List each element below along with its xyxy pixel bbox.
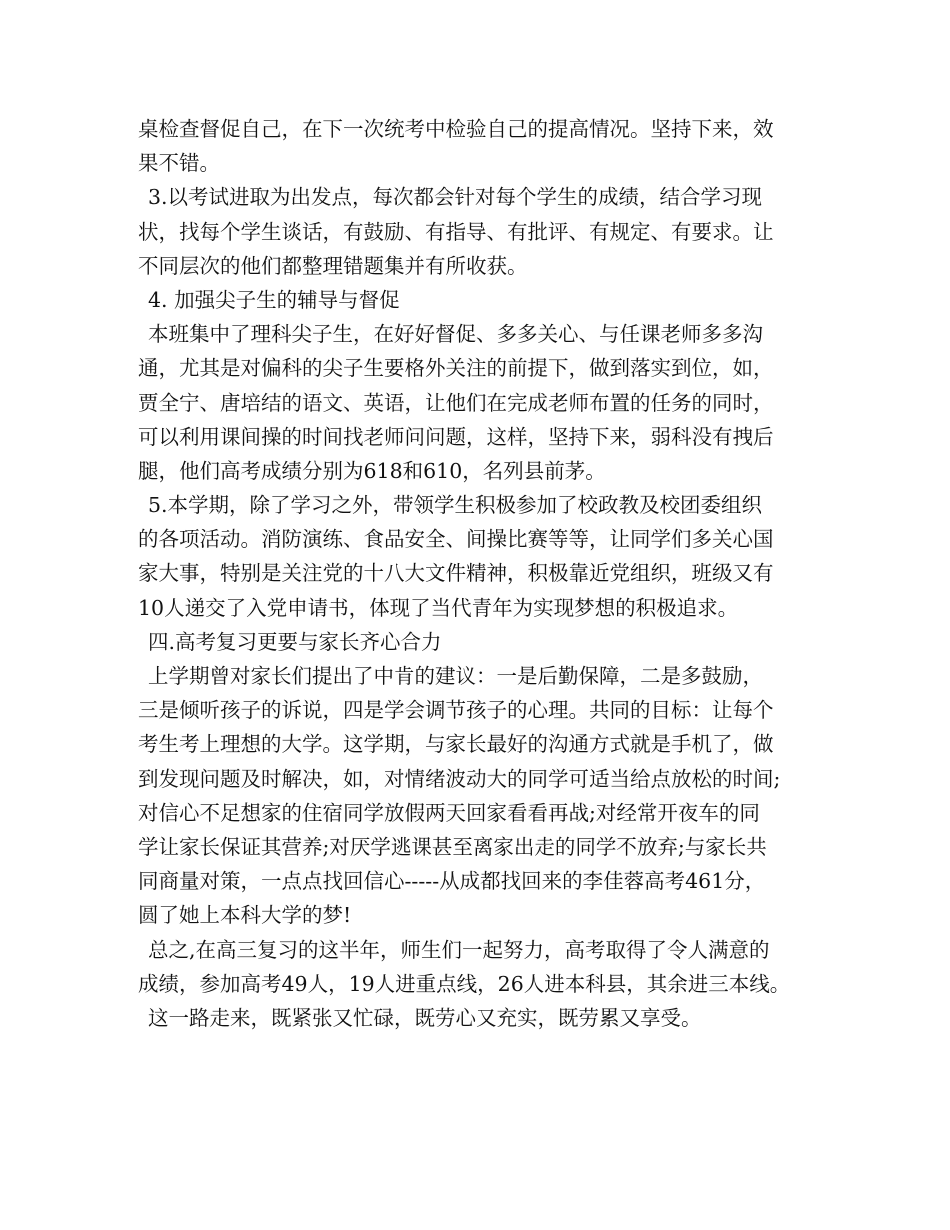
text-line: 状，找每个学生谈话，有鼓励、有指导、有批评、有规定、有要求。让 [138, 219, 774, 244]
text-line: 学让家长保证其营养;对厌学逃课甚至离家出走的同学不放弃;与家长共 [138, 834, 767, 859]
text-line: 这一路走来，既紧张又忙碌，既劳心又充实，既劳累又享受。 [148, 1005, 702, 1030]
text-line: 上学期曾对家长们提出了中肯的建议：一是后勤保障，二是多鼓励， [148, 664, 763, 688]
text-line: 3.以考试进取为出发点，每次都会针对每个学生的成绩，结合学习现 [148, 185, 763, 210]
text-line: 10人递交了入党申请书，体现了当代青年为实现梦想的积极追求。 [138, 595, 739, 620]
text-line: 成绩，参加高考49人，19人进重点线，26人进本科县，其余进三本线。 [138, 971, 791, 996]
text-line: 不同层次的他们都整理错题集并有所收获。 [138, 253, 528, 278]
text-line: 对信心不足想家的住宿同学放假两天回家看看再战;对经常开夜车的同 [138, 800, 760, 825]
text-line: 果不错。 [138, 151, 220, 176]
text-line: 总之,在高三复习的这半年，师生们一起努力，高考取得了令人满意的 [148, 937, 770, 962]
document-body [138, 112, 828, 1035]
text-line: 圆了她上本科大学的梦! [138, 903, 352, 928]
section-heading: 四.高考复习更要与家长齐心合力 [148, 629, 442, 654]
text-line: 同商量对策，一点点找回信心-----从成都找回来的李佳蓉高考461分， [138, 869, 766, 894]
text-line: 5.本学期，除了学习之外，带领学生积极参加了校政教及校团委组织 [148, 493, 763, 518]
text-line: 考生考上理想的大学。这学期，与家长最好的沟通方式就是手机了，做 [138, 732, 774, 757]
section-heading: 4. 加强尖子生的辅导与督促 [148, 287, 400, 312]
text-line: 桌检查督促自己，在下一次统考中检验自己的提高情况。坚持下来，效 [138, 117, 774, 141]
text-line: 腿，他们高考成绩分别为618和610，名列县前茅。 [138, 458, 606, 483]
text-line: 的各项活动。消防演练、食品安全、间操比赛等等，让同学们多关心国 [138, 527, 774, 552]
text-line: 贾全宁、唐培结的语文、英语，让他们在完成老师布置的任务的同时， [138, 390, 774, 415]
text-line: 本班集中了理科尖子生，在好好督促、多多关心、与任课老师多多沟 [148, 322, 763, 347]
text-line: 可以利用课间操的时间找老师问问题，这样，坚持下来，弱科没有拽后 [138, 424, 774, 449]
text-line: 到发现问题及时解决，如，对情绪波动大的同学可适当给点放松的时间; [138, 766, 781, 791]
text-line: 通，尤其是对偏科的尖子生要格外关注的前提下，做到落实到位，如， [138, 356, 774, 381]
text-line: 家大事，特别是关注党的十八大文件精神，积极靠近党组织，班级又有 [138, 561, 774, 586]
text-line: 三是倾听孩子的诉说，四是学会调节孩子的心理。共同的目标：让每个 [138, 698, 774, 723]
